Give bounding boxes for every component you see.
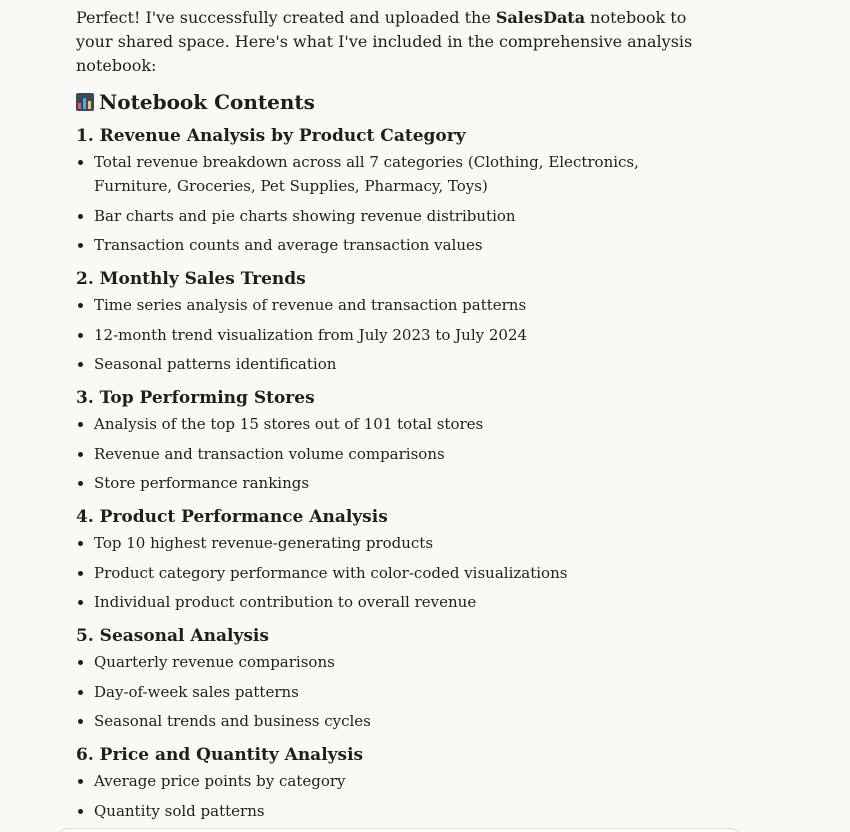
intro-text-suffix: notebook to your shared space. Here's what I've included in the comprehensive analysis notebook: <box>76 8 693 75</box>
list-item: • Total revenue breakdown across all 7 categories (Clothing, Electronics, Furniture, Groceries, Pet Supplies, Pharmacy, Toys) <box>94 150 716 198</box>
list-item: • Average price points by category <box>94 769 716 793</box>
section-6 <box>76 743 716 823</box>
list-item: • 12-month trend visualization from July 2023 to July 2024 <box>94 323 716 347</box>
section-5 <box>76 624 716 733</box>
notebook-name: SalesData <box>495 8 586 27</box>
chat-input-box[interactable] <box>56 828 742 832</box>
list-item: • Day-of-week sales patterns <box>94 680 716 704</box>
bullet-list <box>76 150 716 257</box>
list-item: • Individual product contribution to overall revenue <box>94 590 716 614</box>
bullet-list <box>76 769 716 823</box>
list-item: • Transaction counts and average transaction values <box>94 233 716 257</box>
list-item: • Quarterly revenue comparisons <box>94 650 716 674</box>
section-title: 4. Product Performance Analysis <box>76 507 388 527</box>
list-item: • Bar charts and pie charts showing revenue distribution <box>94 204 716 228</box>
list-item: • Top 10 highest revenue-generating products <box>94 531 716 555</box>
section-3 <box>76 386 716 495</box>
bullet-list <box>76 293 716 376</box>
section-4 <box>76 505 716 614</box>
section-title: 1. Revenue Analysis by Product Category <box>76 126 466 146</box>
sections-list <box>76 124 716 823</box>
section-1 <box>76 124 716 257</box>
section-title: 6. Price and Quantity Analysis <box>76 745 364 765</box>
section-title: 3. Top Performing Stores <box>76 388 315 408</box>
list-item: • Time series analysis of revenue and transaction patterns <box>94 293 716 317</box>
bullet-list <box>76 650 716 733</box>
assistant-message <box>76 6 716 832</box>
list-item: • Store performance rankings <box>94 471 716 495</box>
bullet-list <box>76 531 716 614</box>
intro-text-prefix: Perfect! I've successfully created and uploaded the <box>76 8 496 27</box>
bullet-list <box>76 412 716 495</box>
list-item: • Seasonal patterns identification <box>94 352 716 376</box>
list-item: • Quantity sold patterns <box>94 799 716 823</box>
list-item: • Product category performance with color-coded visualizations <box>94 561 716 585</box>
notebook-contents-heading <box>76 88 716 116</box>
heading-text: Notebook Contents <box>99 90 315 114</box>
intro-paragraph <box>76 6 716 78</box>
section-title: 5. Seasonal Analysis <box>76 626 269 646</box>
list-item: • Seasonal trends and business cycles <box>94 709 716 733</box>
section-2 <box>76 267 716 376</box>
list-item: • Analysis of the top 15 stores out of 101 total stores <box>94 412 716 436</box>
section-title: 2. Monthly Sales Trends <box>76 269 306 289</box>
list-item: • Revenue and transaction volume comparisons <box>94 442 716 466</box>
bar-chart-icon <box>76 93 94 111</box>
